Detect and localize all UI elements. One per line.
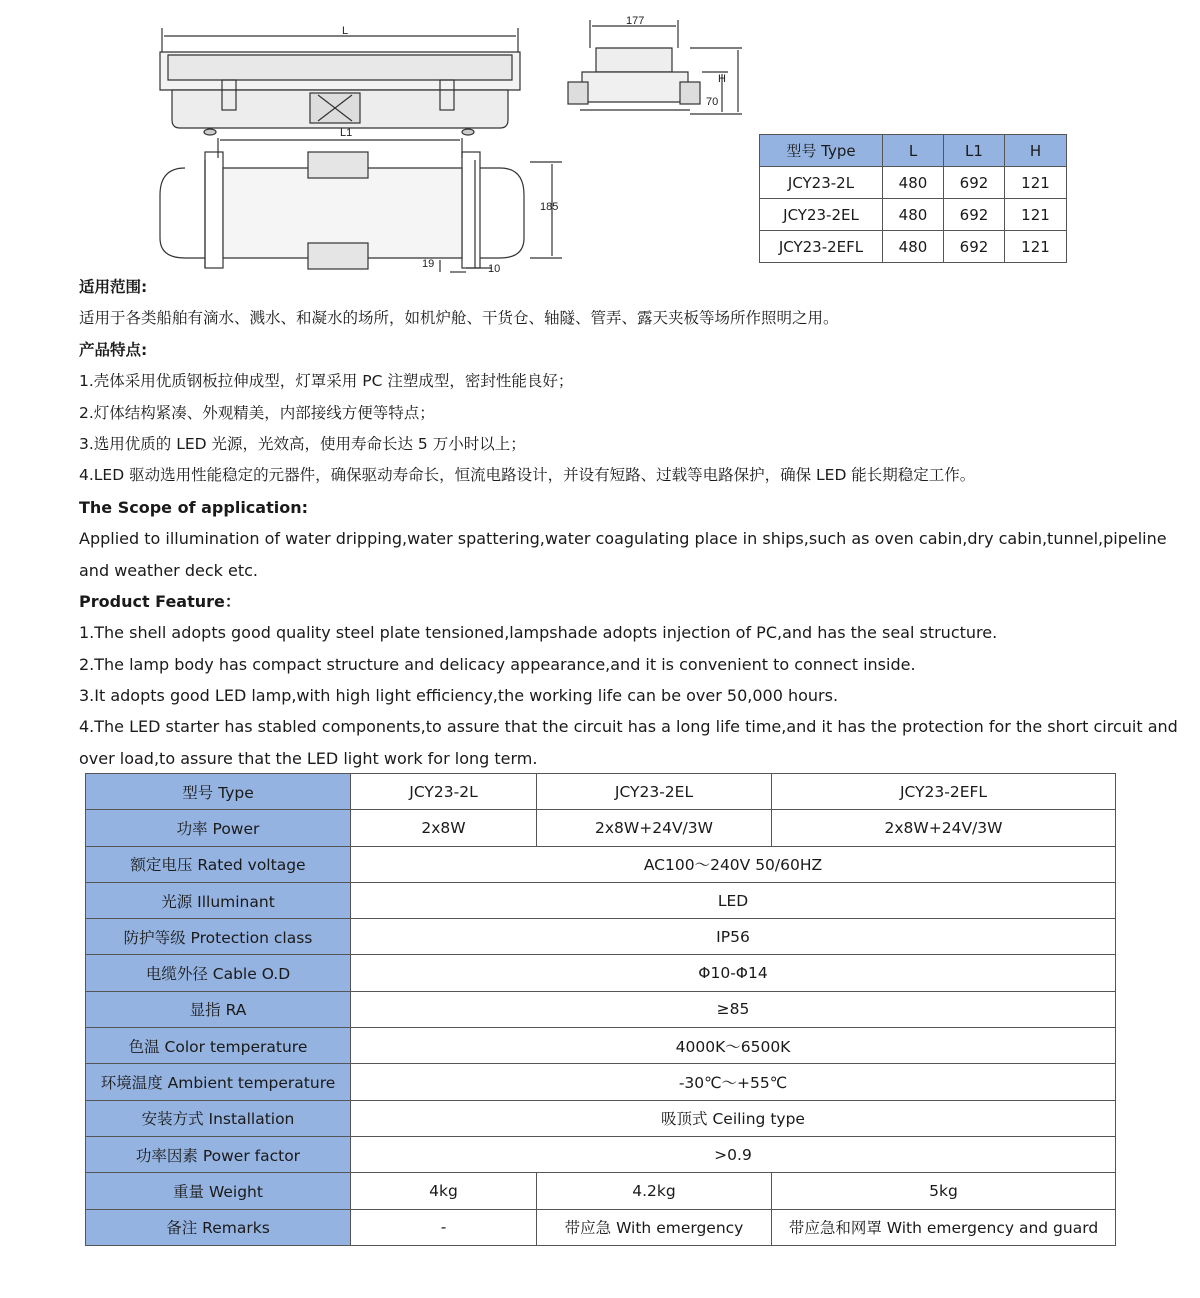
scope-en-line: Applied to illumination of water dripping,water spattering,water coagulating place in ships,such as oven cabin,dry cabin,tunnel,pipeline (79, 529, 1167, 549)
cell-H: 121 (1005, 231, 1067, 263)
spec-value: ≥85 (351, 991, 1116, 1027)
feature-en-line: 4.The LED starter has stabled components,to assure that the circuit has a long life time,and it has the protection for the short circuit and (79, 717, 1178, 737)
feature-cn-item: 3.选用优质的 LED 光源，光效高，使用寿命长达 5 万小时以上； (79, 434, 526, 453)
spec-label: 备注 Remarks (86, 1209, 351, 1245)
cell-L: 480 (883, 167, 944, 199)
spec-label: 环境温度 Ambient temperature (86, 1064, 351, 1100)
header-L: L (883, 135, 944, 167)
feature-cn-item: 4.LED 驱动选用性能稳定的元器件，确保驱动寿命长，恒流电路设计，并设有短路、过载等电路保护，确保 LED 能长期稳定工作。 (79, 466, 976, 485)
dimension-table-header (760, 135, 1067, 167)
spec-label: 显指 RA (86, 991, 351, 1027)
spec-label: 额定电压 Rated voltage (86, 846, 351, 882)
spec-value: 4000K～6500K (351, 1028, 1116, 1064)
spec-value: 吸顶式 Ceiling type (351, 1100, 1116, 1136)
feature-en-line: 2.The lamp body has compact structure and delicacy appearance,and it is convenient to connect inside. (79, 654, 916, 674)
spec-value: >0.9 (351, 1136, 1116, 1172)
scope-en-line: and weather deck etc. (79, 560, 258, 580)
cell-L1: 692 (944, 231, 1005, 263)
spec-row-color-temp (86, 1028, 1116, 1064)
features-cn-title: 产品特点: (79, 340, 148, 359)
spec-row-remarks (86, 1209, 1116, 1245)
header-type: 型号 Type (760, 135, 883, 167)
scope-cn-text: 适用于各类船舶有滴水、溅水、和凝水的场所，如机炉舱、干货仓、轴隧、管弄、露天夹板等场所作照明之用。 (79, 309, 839, 328)
spec-row-power (86, 810, 1116, 846)
label-10: 10 (488, 263, 501, 275)
table-row (760, 231, 1067, 263)
cell-type: JCY23-2EFL (760, 231, 883, 263)
spec-label: 重量 Weight (86, 1173, 351, 1209)
cell-H: 121 (1005, 199, 1067, 231)
spec-row-voltage (86, 846, 1116, 882)
spec-label: 电缆外径 Cable O.D (86, 955, 351, 991)
feature-cn-item: 1.壳体采用优质钢板拉伸成型，灯罩采用 PC 注塑成型，密封性能良好； (79, 372, 574, 391)
spec-value: JCY23-2EL (537, 774, 772, 810)
spec-table (85, 773, 1116, 1246)
label-19: 19 (422, 258, 435, 270)
cell-type: JCY23-2L (760, 167, 883, 199)
label-L1: L1 (340, 127, 353, 139)
spec-row-power-factor (86, 1136, 1116, 1172)
label-70: 70 (706, 96, 719, 108)
header-L1: L1 (944, 135, 1005, 167)
scope-cn-title: 适用范围: (79, 278, 148, 296)
spec-row-protection (86, 919, 1116, 955)
cell-H: 121 (1005, 167, 1067, 199)
cell-L: 480 (883, 231, 944, 263)
spec-row-ambient (86, 1064, 1116, 1100)
spec-label: 型号 Type (86, 774, 351, 810)
spec-value: LED (351, 882, 1116, 918)
spec-value: IP56 (351, 919, 1116, 955)
label-177: 177 (626, 15, 645, 27)
spec-row-weight (86, 1173, 1116, 1209)
spec-value: 5kg (772, 1173, 1116, 1209)
table-row (760, 199, 1067, 231)
label-H: H (718, 73, 726, 85)
spec-value: 2x8W+24V/3W (772, 810, 1116, 846)
label-185: 185 (540, 201, 559, 213)
spec-label: 色温 Color temperature (86, 1028, 351, 1064)
feature-en-line: over load,to assure that the LED light work for long term. (79, 748, 538, 768)
feature-cn-item: 2.灯体结构紧凑、外观精美，内部接线方便等特点； (79, 403, 435, 422)
spec-value: -30℃～+55℃ (351, 1064, 1116, 1100)
description (79, 272, 1178, 774)
spec-label: 光源 Illuminant (86, 882, 351, 918)
spec-value: 带应急 With emergency (537, 1209, 772, 1245)
spec-value: JCY23-2L (351, 774, 537, 810)
header-H: H (1005, 135, 1067, 167)
table-row (760, 167, 1067, 199)
spec-label: 功率 Power (86, 810, 351, 846)
spec-row-cable (86, 955, 1116, 991)
spec-row-ra (86, 991, 1116, 1027)
spec-value: 2x8W+24V/3W (537, 810, 772, 846)
cell-L1: 692 (944, 167, 1005, 199)
spec-value: 2x8W (351, 810, 537, 846)
feature-en-line: 1.The shell adopts good quality steel plate tensioned,lampshade adopts injection of PC,and has the seal structure. (79, 623, 998, 643)
features-en-title: Product Feature： (79, 591, 241, 611)
scope-en-title: The Scope of application: (79, 497, 308, 517)
spec-value: 4kg (351, 1173, 537, 1209)
spec-value: JCY23-2EFL (772, 774, 1116, 810)
cell-L: 480 (883, 199, 944, 231)
spec-row-illuminant (86, 882, 1116, 918)
spec-value: Φ10-Φ14 (351, 955, 1116, 991)
spec-value: AC100～240V 50/60HZ (351, 846, 1116, 882)
feature-en-line: 3.It adopts good LED lamp,with high light efficiency,the working life can be over 50,000 hours. (79, 686, 839, 706)
front-view (160, 28, 520, 135)
spec-value: 带应急和网罩 With emergency and guard (772, 1209, 1116, 1245)
label-L: L (342, 25, 349, 37)
spec-value: - (351, 1209, 537, 1245)
spec-label: 功率因素 Power factor (86, 1136, 351, 1172)
spec-label: 防护等级 Protection class (86, 919, 351, 955)
cell-type: JCY23-2EL (760, 199, 883, 231)
technical-drawing (150, 10, 760, 280)
spec-value: 4.2kg (537, 1173, 772, 1209)
spec-row-type (86, 774, 1116, 810)
spec-label: 安装方式 Installation (86, 1100, 351, 1136)
top-view (160, 138, 562, 272)
cell-L1: 692 (944, 199, 1005, 231)
dimension-table (759, 134, 1067, 263)
spec-row-installation (86, 1100, 1116, 1136)
